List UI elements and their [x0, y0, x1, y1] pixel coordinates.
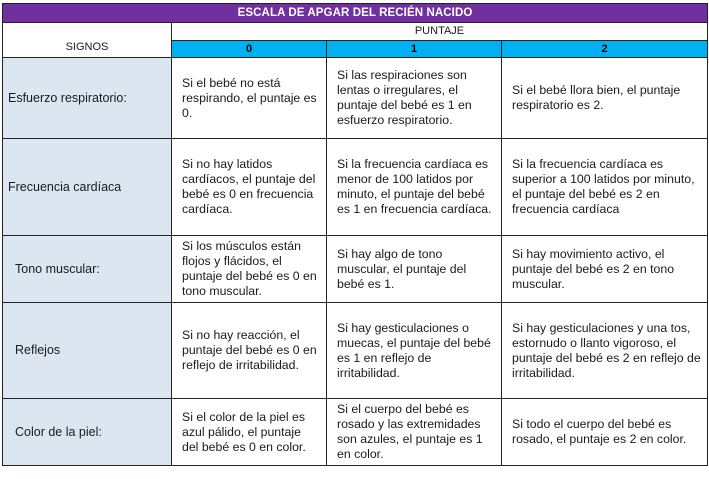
score-cell-2: Si hay gesticulaciones y una tos, estornudo o llanto vigoroso, el puntaje del bebé es 2 en reflejo de irritabilidad. — [502, 303, 708, 399]
score-cell-2: Si todo el cuerpo del bebé es rosado, el puntaje es 2 en color. — [502, 399, 708, 466]
score-header-0: 0 — [172, 41, 327, 58]
sign-label: Tono muscular: — [3, 236, 172, 303]
score-header-1: 1 — [327, 41, 502, 58]
table-row — [3, 58, 708, 139]
signos-header: SIGNOS — [3, 23, 172, 58]
score-cell-2: Si el bebé llora bien, el puntaje respiratorio es 2. — [502, 58, 708, 139]
score-cell-1: Si la frecuencia cardíaca es menor de 100 latidos por minuto, el puntaje del bebé es 1 en frecuencia cardíaca. — [327, 139, 502, 236]
score-cell-1: Si hay algo de tono muscular, el puntaje del bebé es 1. — [327, 236, 502, 303]
score-cell-1: Si las respiraciones son lentas o irregulares, el puntaje del bebé es 1 en esfuerzo respiratorio. — [327, 58, 502, 139]
table-row — [3, 399, 708, 466]
table-title: ESCALA DE APGAR DEL RECIÉN NACIDO — [3, 4, 708, 23]
score-cell-2: Si la frecuencia cardíaca es superior a 100 latidos por minuto, el puntaje del bebé es 2 en frecuencia cardíaca — [502, 139, 708, 236]
sign-label: Color de la piel: — [3, 399, 172, 466]
score-cell-1: Si el cuerpo del bebé es rosado y las extremidades son azules, el puntaje es 1 en color. — [327, 399, 502, 466]
score-cell-0: Si el color de la piel es azul pálido, el puntaje del bebé es 0 en color. — [172, 399, 327, 466]
sign-label: Frecuencia cardíaca — [3, 139, 172, 236]
puntaje-header: PUNTAJE — [172, 23, 708, 41]
sign-label: Esfuerzo respiratorio: — [3, 58, 172, 139]
score-cell-0: Si no hay latidos cardíacos, el puntaje del bebé es 0 en frecuencia cardíaca. — [172, 139, 327, 236]
score-header-2: 2 — [502, 41, 708, 58]
score-cell-1: Si hay gesticulaciones o muecas, el puntaje del bebé es 1 en reflejo de irritabilidad. — [327, 303, 502, 399]
sign-label: Reflejos — [3, 303, 172, 399]
table-row — [3, 303, 708, 399]
score-cell-2: Si hay movimiento activo, el puntaje del bebé es 2 en tono muscular. — [502, 236, 708, 303]
apgar-table — [2, 3, 708, 466]
score-cell-0: Si los músculos están flojos y flácidos, el puntaje del bebé es 0 en tono muscular. — [172, 236, 327, 303]
table-row — [3, 139, 708, 236]
score-cell-0: Si el bebé no está respirando, el puntaje es 0. — [172, 58, 327, 139]
score-cell-0: Si no hay reacción, el puntaje del bebé es 0 en reflejo de irritabilidad. — [172, 303, 327, 399]
table-row — [3, 236, 708, 303]
